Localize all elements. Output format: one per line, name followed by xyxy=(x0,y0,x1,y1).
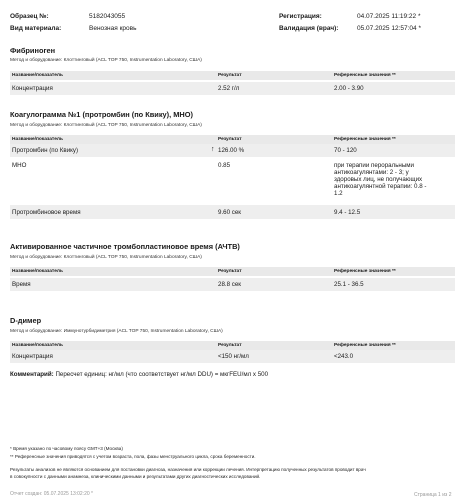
row-reference-line: антикоагулянтами: 2 - 3; у xyxy=(334,169,409,176)
col-reference-header: Референсные значения ** xyxy=(334,269,396,274)
disclaimer-line: Результаты анализов не являются основанием для постановки диагноза, назначения или коррекции лечения. Интерпретацию полученных результатов проводит врач xyxy=(10,467,366,472)
section-method: Метод и оборудование: Клоттинговый (ACL TOP 750, Instrumentation Laboratory, США) xyxy=(10,123,202,128)
col-name-header: Название/показатель xyxy=(12,137,63,142)
row-reference-line: при терапии пероральными xyxy=(334,162,415,169)
table-row xyxy=(10,205,455,219)
row-reference: 25.1 - 36.5 xyxy=(334,281,364,288)
row-result: 2.52 г/л xyxy=(218,85,240,92)
row-reference: <243.0 xyxy=(334,353,354,360)
validation-label: Валидация (врач): xyxy=(279,25,339,32)
row-reference: 9.4 - 12.5 xyxy=(334,209,361,216)
col-reference-header: Референсные значения ** xyxy=(334,343,396,348)
page-number: Страница 1 из 2 xyxy=(414,492,452,498)
section-title-fibrinogen: Фибриноген xyxy=(10,46,56,55)
row-name: Протромбин (по Квику) xyxy=(12,147,79,154)
row-reference: 70 - 120 xyxy=(334,147,357,154)
col-result-header: Результат xyxy=(218,137,242,142)
table-row xyxy=(10,144,455,157)
row-name: Время xyxy=(12,281,31,288)
table-row xyxy=(10,82,455,95)
sample-label: Образец №: xyxy=(10,13,49,20)
section-title-coagulogram: Коагулограмма №1 (протромбин (по Квику), МНО) xyxy=(10,110,193,119)
col-result-header: Результат xyxy=(218,73,242,78)
section-method: Метод и оборудование: Клоттинговый (ACL TOP 750, Instrumentation Laboratory, США) xyxy=(10,255,202,260)
section-title-aptt: Активированное частичное тромбопластиновое время (АЧТВ) xyxy=(10,242,240,251)
row-name: Концентрация xyxy=(12,85,53,92)
comment-text: Пересчет единиц: нг/мл (что соответствует нг/мл DDU) = мкгFEU/мл х 500 xyxy=(55,371,269,378)
row-name: Протромбиновое время xyxy=(12,209,81,216)
registration-label: Регистрация: xyxy=(279,13,322,20)
table-row xyxy=(10,159,455,201)
row-name: МНО xyxy=(12,162,27,169)
table-header xyxy=(10,71,455,80)
row-result: 0.85 xyxy=(218,162,231,169)
table-header xyxy=(10,135,455,144)
col-reference-header: Референсные значения ** xyxy=(334,137,396,142)
section-method: Метод и оборудование: Клоттинговый (ACL TOP 750, Instrumentation Laboratory, США) xyxy=(10,58,202,63)
material-label: Вид материала: xyxy=(10,25,62,32)
row-reference: 2.00 - 3.90 xyxy=(334,85,364,92)
footnote-time: * Время указано по часовому поясу GMT+3 (Москва) xyxy=(10,446,123,451)
row-result: 28.8 сек xyxy=(218,281,242,288)
table-header xyxy=(10,341,455,350)
row-reference-line: 1.2 xyxy=(334,190,343,197)
validation-value: 05.07.2025 12:57:04 * xyxy=(357,25,421,32)
col-name-header: Название/показатель xyxy=(12,269,63,274)
section-method: Метод и оборудование: Иммунотурбидиметрия (ACL TOP 750, Instrumentation Laboratory, США) xyxy=(10,329,223,334)
arrow-up-icon: ↑ xyxy=(211,146,215,153)
col-reference-header: Референсные значения ** xyxy=(334,73,396,78)
comment-label: Комментарий: xyxy=(10,371,54,378)
row-name: Концентрация xyxy=(12,353,53,360)
col-result-header: Результат xyxy=(218,343,242,348)
report-created: Отчет создан: 05.07.2025 13:02:20 * xyxy=(10,491,93,497)
registration-value: 04.07.2025 11:19:22 * xyxy=(357,13,421,20)
table-row xyxy=(10,350,455,363)
col-name-header: Название/показатель xyxy=(12,343,63,348)
sample-value: 5182043055 xyxy=(89,13,126,20)
disclaimer-line: в совокупности с данными анамнеза, клиническими данными и результатами других диагностических исследований. xyxy=(10,474,261,479)
comment xyxy=(10,371,268,378)
col-name-header: Название/показатель xyxy=(12,73,63,78)
col-result-header: Результат xyxy=(218,269,242,274)
row-result: <150 нг/мл xyxy=(218,353,249,360)
row-result: 126.00 % xyxy=(218,147,245,154)
section-title-d-dimer: D-димер xyxy=(10,316,42,325)
material-value: Венозная кровь xyxy=(89,25,137,32)
row-result: 9.60 сек xyxy=(218,209,242,216)
table-row xyxy=(10,278,455,291)
footnote-reference: ** Референсные значения приводятся с учетом возраста, пола, фазы менструального цикла, срока беременности. xyxy=(10,454,256,459)
row-reference-line: здоровых лиц, не получающих xyxy=(334,176,423,183)
row-reference-line: антикоагулянтной терапии: 0.8 - xyxy=(334,183,427,190)
table-header xyxy=(10,267,455,276)
